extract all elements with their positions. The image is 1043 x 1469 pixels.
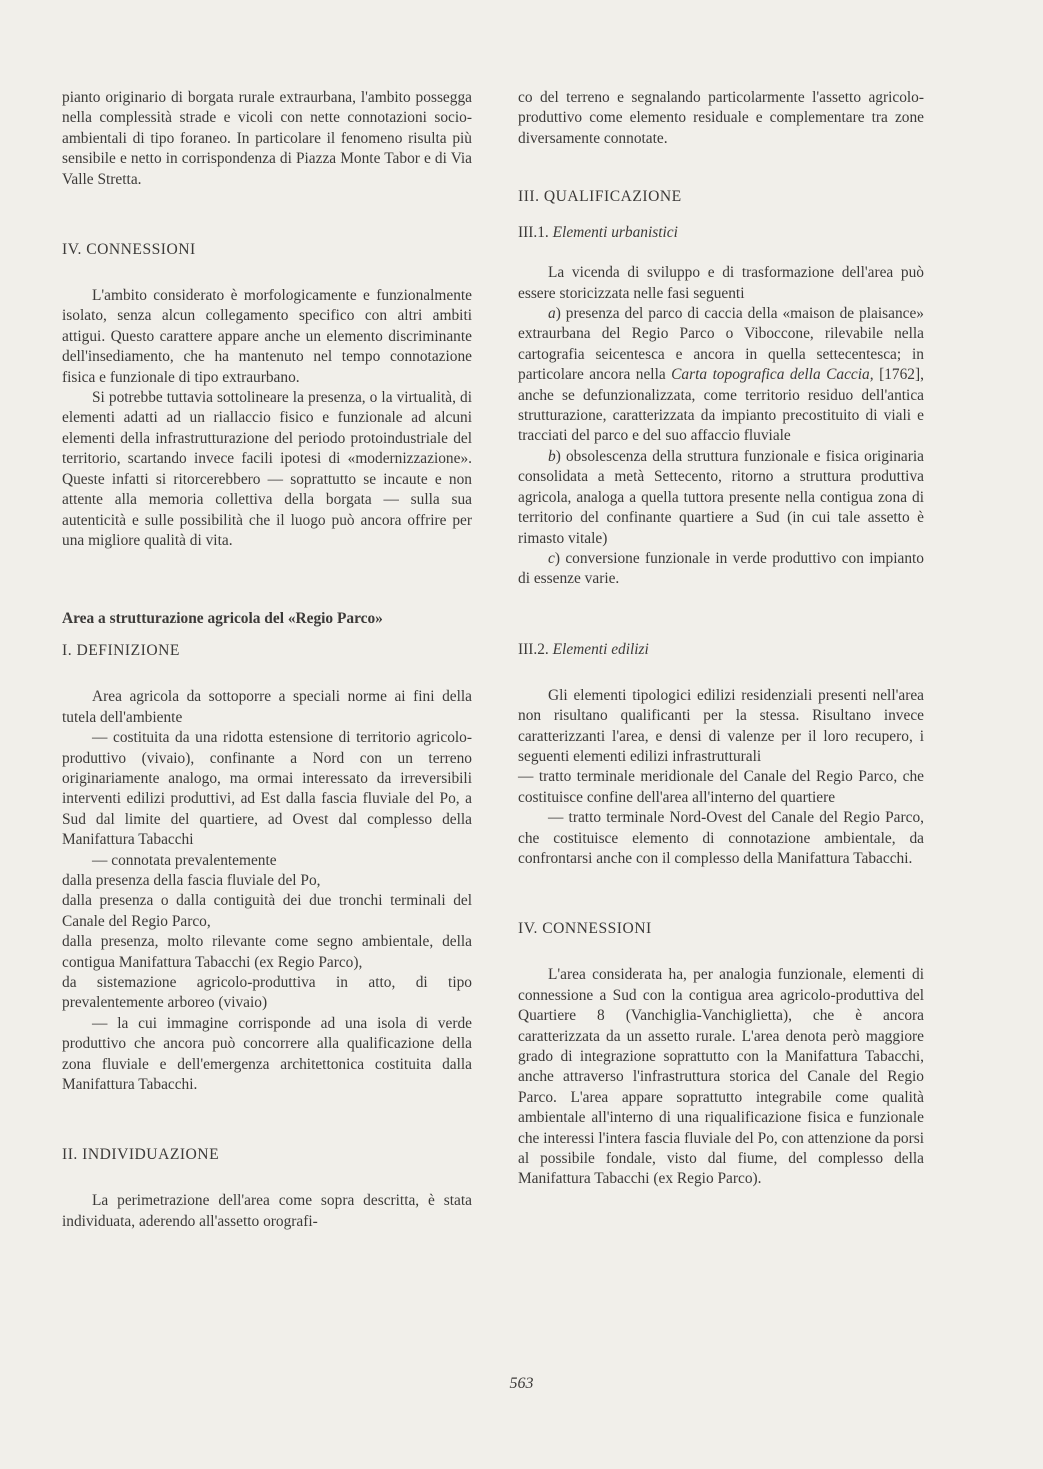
- edilizi-paragraph-1: Gli elementi tipologici edilizi residenziali presenti nell'area non risultano qualificanti per la stessa. Risultano invece caratterizzanti l'area, e densi di valenze per il loro recupero, i seguenti elementi edilizi infrastrutturali: [518, 686, 924, 765]
- edilizi-paragraph-3: — tratto terminale Nord-Ovest del Canale del Regio Parco, che costituisce elemento di connotazione ambientale, da confrontarsi anche con il complesso della Manifattura Tabacchi.: [518, 809, 924, 867]
- urbanistici-item-a: [518, 304, 924, 447]
- edilizi-paragraph-2: — tratto terminale meridionale del Canale del Regio Parco, che costituisce confine dell'area all'interno del quartiere: [518, 768, 924, 806]
- definizione-paragraph-6: dalla presenza, molto rilevante come segno ambientale, della contigua Manifattura Tabacchi (ex Regio Parco),: [62, 933, 472, 971]
- definizione-paragraph-1: Area agricola da sottoporre a speciali norme ai fini della tutela dell'ambiente: [62, 688, 472, 726]
- area-title: Area a strutturazione agricola del «Regio Parco»: [62, 610, 383, 628]
- urbanistici-item-b: [518, 447, 924, 549]
- individuazione-paragraph: La perimetrazione dell'area come sopra descritta, è stata individuata, aderendo all'assetto orografi-: [62, 1192, 472, 1230]
- urbanistici-item-c: [518, 549, 924, 590]
- left-column: [62, 88, 472, 1232]
- item-label-c: c: [548, 549, 555, 567]
- item-text-c: ) conversione funzionale in verde produttivo con impianto di essenze varie.: [518, 549, 924, 588]
- item-label-b: b: [548, 447, 556, 465]
- item-label-a: a: [548, 305, 556, 323]
- subsection-number: III.2.: [518, 640, 549, 658]
- definizione-paragraph-8: — la cui immagine corrisponde ad una isola di verde produttivo che ancora può concorrere alla qualificazione della zona fluviale e dell'emergenza architettonica costituita dalla Manifattura Tabacchi.: [62, 1014, 472, 1094]
- continuation-paragraph: co del terreno e segnalando particolarmente l'assetto agricolo-produttivo come elemento residuale e complementare tra zone diversamente connotate.: [518, 89, 924, 147]
- intro-paragraph: pianto originario di borgata rurale extraurbana, l'ambito possegga nella complessità strade e vicoli con nette connotazioni socio-ambientali di tipo foraneo. In particolare il fenomeno risulta più sensibile e netto in corrispondenza di Piazza Monte Tabor e di Via Valle Stretta.: [62, 89, 472, 188]
- map-title: Carta topografica della Caccia,: [671, 366, 874, 384]
- item-text-a-tail: [1762], anche se defunzionalizzata, come territorio residuo dell'antica strutturazione, caratterizzata da impianto precostituito di viali e tracciati del parco e del suo affaccio fluviale: [518, 366, 924, 445]
- connessioni-paragraph-1: L'ambito considerato è morfologicamente e funzionalmente isolato, senza alcun collegamento specifico con altri ambiti attigui. Questo carattere appare anche un elemento discriminante dell'insediamento, che ha mantenuto nel tempo connotazione fisica e funzionale di tipo extraurbano.: [62, 287, 472, 386]
- subsection-heading-urbanistici: [518, 223, 924, 243]
- subsection-heading-edilizi: [518, 640, 924, 660]
- item-text-a: ) presenza del parco di caccia della «maison de plaisance» extraurbana del Regio Parco o Viboccone, rilevabile nella cartografia seicentesca e ancora in quella settecentesca; in particolare ancora nella: [518, 305, 924, 384]
- definizione-paragraph-3: — connotata prevalentemente: [92, 851, 277, 869]
- subsection-title: Elementi urbanistici: [552, 224, 678, 242]
- definizione-paragraph-5: dalla presenza o dalla contiguità dei due tronchi terminali del Canale del Regio Parco,: [62, 892, 472, 930]
- page-number: 563: [509, 1375, 534, 1392]
- connessioni-paragraph: L'area considerata ha, per analogia funzionale, elementi di connessione a Sud con la contigua area agricolo-produttiva del Quartiere 8 (Vanchiglia-Vanchiglietta), che è ancora caratterizzata da un assetto rurale. L'area denota però maggiore grado di integrazione soprattutto con la Manifattura Tabacchi, anche attraverso l'infrastruttura storica del Canale del Regio Parco. L'area appare soprattutto integrabile come qualità ambientale all'interno di una riqualificazione fisica e funzionale che interessi l'intera fascia fluviale del Po, con attenzione da porsi al possibile fondale, visto dal fiume, del complesso della Manifattura Tabacchi (ex Regio Parco).: [518, 966, 924, 1188]
- section-heading-qualificazione: III. QUALIFICAZIONE: [518, 188, 682, 206]
- subsection-title: Elementi edilizi: [552, 640, 649, 658]
- right-column: [518, 88, 924, 1190]
- item-text-b: ) obsolescenza della struttura funzionale e fisica originaria consolidata a metà Settecento, ritorno a struttura produttiva agricola, analoga a quella tuttora presente nella contigua zona di territorio del confinante quartiere a Sud (in cui tale assetto è rimasto vitale): [518, 447, 924, 547]
- subsection-number: III.1.: [518, 224, 549, 242]
- section-heading-connessioni: IV. CONNESSIONI: [62, 241, 196, 259]
- section-heading-connessioni: IV. CONNESSIONI: [518, 920, 652, 938]
- section-heading-definizione: I. DEFINIZIONE: [62, 642, 180, 660]
- section-heading-individuazione: II. INDIVIDUAZIONE: [62, 1146, 220, 1164]
- urbanistici-paragraph-1: La vicenda di sviluppo e di trasformazione dell'area può essere storicizzata nelle fasi seguenti: [518, 264, 924, 302]
- definizione-paragraph-4: dalla presenza della fascia fluviale del Po,: [62, 871, 321, 889]
- definizione-paragraph-7: da sistemazione agricolo-produttiva in atto, di tipo prevalentemente arboreo (vivaio): [62, 974, 472, 1012]
- connessioni-paragraph-2: Si potrebbe tuttavia sottolineare la presenza, o la virtualità, di elementi adatti ad un riallaccio fisico e funzionale ad alcuni elementi della infrastrutturazione del periodo protoindustriale del territorio, scartando invece facili ipotesi di «modernizzazione». Queste infatti si ritorcerebbero — soprattutto se incaute e non attente alla memoria collettiva della borgata — sulla sua autenticità e sulle possibilità che il luogo può ancora offrire per una migliore qualità di vita.: [62, 389, 472, 549]
- definizione-paragraph-2: — costituita da una ridotta estensione di territorio agricolo-produttivo (vivaio), confinante a Nord con un terreno originariamente analogo, ma ormai interessato da irreversibili interventi edilizi produttivi, ad Est dalla fascia fluviale del Po, a Sud dal limite del quartiere, ad Ovest dal complesso della Manifattura Tabacchi: [62, 729, 472, 849]
